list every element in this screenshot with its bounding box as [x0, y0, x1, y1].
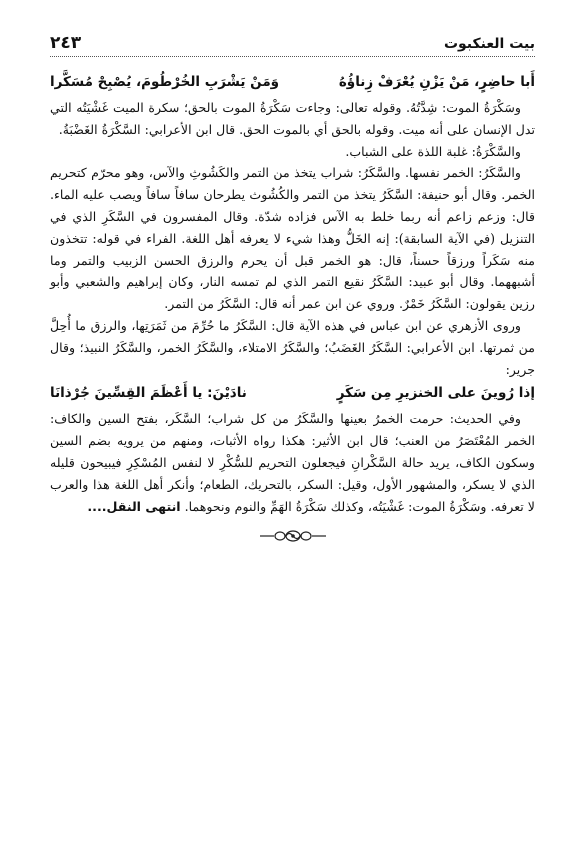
page-header — [50, 30, 535, 57]
verse-2-second-hemistich: نادَيْنَ: يا أَعْظَمَ القِسِّينَ جُرْذانَا — [50, 385, 247, 402]
section-end-ornament — [50, 529, 535, 543]
paragraph-sakrat-al-mawt: وسَكْرَةُ الموت: شِدَّتُهُ. وقوله تعالى: وجاءت سَكْرَةُ الموت بالحق؛ سكرة الميت غَشْيَتُه التي تدل الإنسان على أنه ميت. وقوله بالحق أي بالموت الحق. قال ابن الأعرابي: السَّكْرَةُ الغَضْبَةُ. — [50, 100, 535, 137]
page-number: ٢٤٣ — [50, 33, 82, 53]
quote-end-marker: انتهى النقل.... — [87, 498, 181, 514]
verse-2-first-hemistich: إذا رُوينَ على الخنزيرِ مِن سَكَرٍ — [336, 385, 535, 402]
poetry-verse-2 — [50, 382, 535, 404]
ornament-flourish-icon — [258, 529, 328, 543]
book-page — [50, 30, 535, 543]
running-title: بيت العنكبوت — [443, 36, 535, 52]
paragraph-azhari-ibn-abbas: وروى الأزهري عن ابن عباس في هذه الآية قال: السَّكَرُ ما حُرِّمَ من ثَمَرَتِها، والرزق ما أُحِلَّ من ثمرتها. ابن الأعرابي: السَّكَرُ الغَضَبُ؛ والسَّكَرُ الامتلاء، والسَّكَرُ الخمر، والسَّكَرُ النبيذ؛ وقال جرير: — [50, 317, 535, 377]
verse-1-first-hemistich: أَبا حاضِرٍ، مَنْ يَزْنِ يُعْرَفْ زِناؤُهُ — [338, 74, 535, 90]
poetry-verse-1 — [50, 71, 535, 93]
paragraph-sakra-youth: والسَّكْرَةُ: غلبة اللذة على الشباب. — [345, 143, 521, 159]
verse-1-second-hemistich: وَمَنْ يَشْرَبِ الخُرْطُومَ، يُصْبِحْ مُسَكَّرا — [50, 74, 280, 90]
paragraph-hadith — [50, 408, 535, 517]
paragraph-sakar-definition: والسَّكَرُ: الخمر نفسها. والسَّكَرُ: شراب يتخذ من التمر والكَشُوثِ والآس، وهو محرّم كتحريم الخمر. وقال أبو حنيفة: السَّكَرُ يتخذ من التمر والكُشُوث يطرحان سافاً سافاً ويصب عليه الماء. قال: وزعم زاعم أنه ربما خلط به الآس فزاده شدّة. وقال المفسرون في السَّكَرِ الذي في التنزيل (في الآية السابقة): إنه الخَلُّ وهذا شيء لا يعرفه أهل اللغة. الفراء في قوله: تتخذون منه سَكَراً ورزقاً حسناً، قال: هو الخمر قبل أن يحرم والرزق الحسن الزبيب والتمر وما أشبههما. وقال أبو عبيد: السَّكَرُ نقيع التمر الذي لم تمسه النار، وكان إبراهيم والشعبي وأبو رزين يقولون: السَّكَرُ خَمْرٌ. وروي عن ابن عمر أنه قال: السَّكَرُ من التمر. — [50, 165, 535, 312]
paragraph-hadith-text: وفي الحديث: حرمت الخمرُ بعينها والسَّكَرُ من كل شراب؛ السَّكَر، بفتح السين والكاف: الخمر المُعْتَصَرُ من العنب؛ قال ابن الأثير: هكذا رواه الأثبات، ومنهم من يرويه بضم السين وسكون الكاف، يريد حالة السَّكْرانِ فيجعلون التحريم للسُّكْرِ لا لنفس المُسْكِرِ فيبيحون قليله الذي لا يسكر، والمشهور الأول، وقيل: السكر، بالتحريك، الطعام؛ وأنكر أهل اللغة هذا والعرب لا تعرفه. وسَكْرَةُ الموت: غَشْيَتُه، وكذلك سَكْرَةُ الهَمِّ والنوم ونحوهما. — [50, 411, 535, 514]
